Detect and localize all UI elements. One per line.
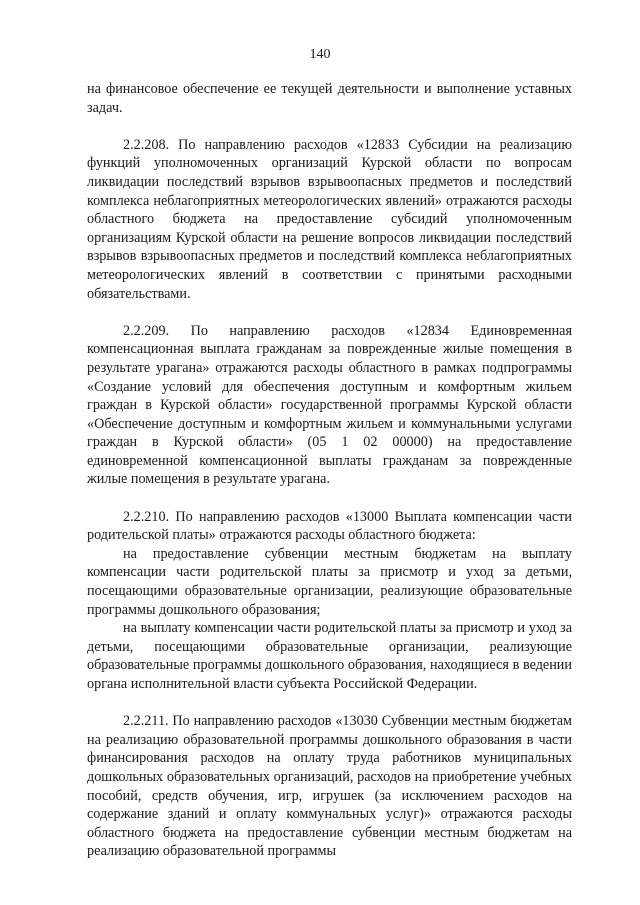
- paragraph-section-2-2-210-item-2: на выплату компенсации части родительской платы за присмотр и уход за детьми, посещающими образовательные организации, реализующие образовательные программы дошкольного образования, находящиеся в ведении органа исполнительной власти субъекта Российской Федерации.: [87, 620, 572, 692]
- page-number: 140: [309, 47, 331, 62]
- paragraph-section-2-2-211: 2.2.211. По направлению расходов «13030 Субвенции местным бюджетам на реализацию образовательной программы дошкольного образования в части финансирования расходов на оплату труда работников муниципальных дошкольных образовательных организаций, расходов на приобретение учебных пособий, средств обучения, игр, игрушек (за исключением расходов на содержание зданий и оплату коммунальных услуг)» отражаются расходы областного бюджета на предоставление субвенции местным бюджетам на реализацию образовательной программы: [87, 713, 572, 860]
- paragraph-continuation: на финансовое обеспечение ее текущей деятельности и выполнение уставных задач.: [87, 81, 572, 116]
- paragraph-section-2-2-209: 2.2.209. По направлению расходов «12834 Единовременная компенсационная выплата гражданам за поврежденные жилые помещения в результате урагана» отражаются расходы областного в рамках подпрограммы «Создание условий для обеспечения доступным и комфортным жильем граждан в Курской области» государственной программы Курской области «Обеспечение доступным и комфортным жильем и коммунальными услугами граждан в Курской области» (05 1 02 00000) на предоставление единовременной компенсационной выплаты гражданам за поврежденные жилые помещения в результате урагана.: [87, 322, 572, 488]
- paragraph-section-2-2-208: 2.2.208. По направлению расходов «12833 Субсидии на реализацию функций уполномоченных организаций Курской области по вопросам ликвидации последствий взрывов взрывоопасных предметов и последствий комплекса неблагоприятных метеорологических явлений» отражаются расходы областного бюджета на предоставление субсидий уполномоченным организациям Курской области на решение вопросов ликвидации последствий взрывов взрывоопасных предметов и последствий комплекса неблагоприятных метеорологических явлений в соответствии с принятыми расходными обязательствами.: [87, 136, 572, 302]
- paragraph-section-2-2-210: 2.2.210. По направлению расходов «13000 Выплата компенсации части родительской платы» отражаются расходы областного бюджета:: [87, 508, 572, 544]
- paragraph-section-2-2-210-item-1: на предоставление субвенции местным бюджетам на выплату компенсации части родительской платы за присмотр и уход за детьми, посещающими образовательные организации, реализующие образовательные программы дошкольного образования;: [87, 545, 572, 618]
- document-body: [87, 80, 572, 861]
